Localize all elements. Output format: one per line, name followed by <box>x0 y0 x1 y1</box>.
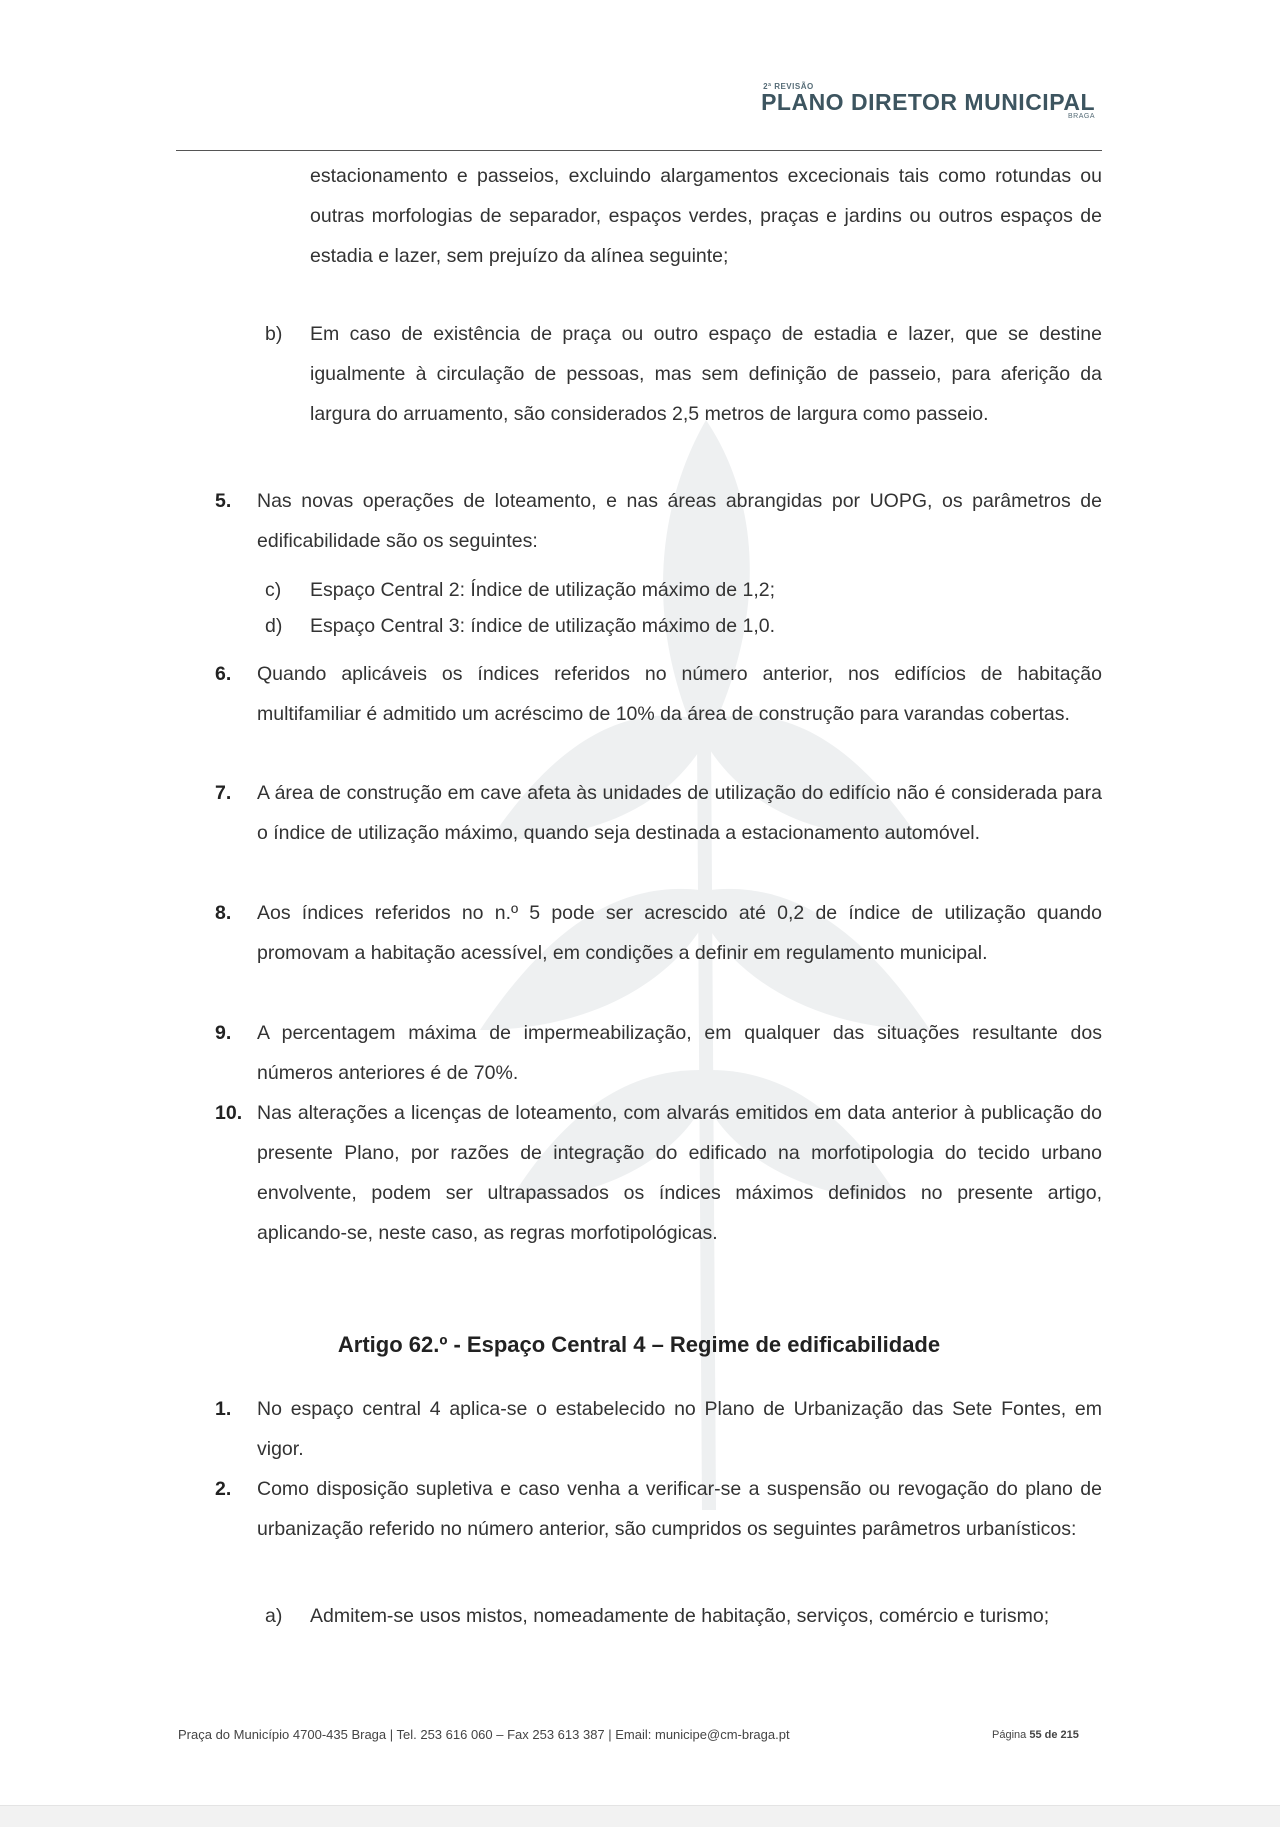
page-total: 215 <box>1060 1729 1079 1741</box>
item-text: Nas alterações a licenças de loteamento, com alvarás emitidos em data anterior à publicação do presente Plano, por razões de integração do edificado na morfotipologia do tecido urbano envolvente, podem ser ultrapassados os índices máximos definidos no presente artigo, aplicando-se, neste caso, as regras morfotipológicas. <box>257 1102 1102 1244</box>
page-label: Página <box>992 1729 1027 1741</box>
alinea-mark: d) <box>265 615 283 637</box>
alinea-text: Admitem-se usos mistos, nomeadamente de habitação, serviços, comércio e turismo; <box>310 1605 1050 1627</box>
alinea-text: Em caso de existência de praça ou outro espaço de estadia e lazer, que se destine igualmente à circulação de pessoas, mas sem definição de passeio, para aferição da largura do arruamento, são considerados 2,5 metros de largura como passeio. <box>310 323 1102 425</box>
article-item-2 <box>215 1469 1102 1549</box>
alinea-a <box>265 1596 1102 1636</box>
logo-title: PLANO DIRETOR MUNICIPAL <box>761 89 1095 115</box>
page-separator: de <box>1044 1729 1058 1741</box>
alinea-d <box>265 606 1102 646</box>
footer-page-number <box>992 1729 1079 1741</box>
item-number: 1. <box>215 1398 232 1420</box>
header-divider <box>176 150 1102 151</box>
item-number: 10. <box>215 1102 243 1124</box>
numbered-item-8 <box>215 893 1102 973</box>
item-number: 2. <box>215 1478 232 1500</box>
numbered-item-7 <box>215 773 1102 853</box>
article-heading: Artigo 62.º - Espaço Central 4 – Regime de edificabilidade <box>337 1332 941 1357</box>
alinea-text: Espaço Central 3: índice de utilização máximo de 1,0. <box>310 615 776 637</box>
item-number: 8. <box>215 902 232 924</box>
item-text: No espaço central 4 aplica-se o estabelecido no Plano de Urbanização das Sete Fontes, em vigor. <box>257 1398 1102 1460</box>
page-current: 55 <box>1029 1729 1042 1741</box>
item-text: A percentagem máxima de impermeabilização, em qualquer das situações resultante dos números anteriores é de 70%. <box>257 1022 1102 1084</box>
item-text: Como disposição supletiva e caso venha a verificar-se a suspensão ou revogação do plano de urbanização referido no número anterior, são cumpridos os seguintes parâmetros urbanísticos: <box>257 1478 1102 1540</box>
item-number: 6. <box>215 663 232 685</box>
numbered-item-10 <box>215 1093 1102 1253</box>
logo-city: BRAGA <box>1067 113 1095 120</box>
alinea-b <box>265 314 1102 434</box>
item-number: 9. <box>215 1022 232 1044</box>
numbered-item-6 <box>215 654 1102 734</box>
continuation-paragraph: estacionamento e passeios, excluindo alargamentos excecionais tais como rotundas ou outras morfologias de separador, espaços verdes, praças e jardins ou outros espaços de estadia e lazer, sem prejuízo da alínea seguinte; <box>310 165 1102 267</box>
alinea-c <box>265 570 1102 610</box>
logo-revision-text: 2ª REVISÃO <box>763 82 814 91</box>
header-logo <box>761 82 1095 120</box>
article-item-1 <box>215 1389 1102 1469</box>
item-text: Nas novas operações de loteamento, e nas áreas abrangidas por UOPG, os parâmetros de edificabilidade são os seguintes: <box>257 490 1102 552</box>
alinea-mark: a) <box>265 1605 283 1627</box>
item-text: Aos índices referidos no n.º 5 pode ser acrescido até 0,2 de índice de utilização quando promovam a habitação acessível, em condições a definir em regulamento municipal. <box>257 902 1102 964</box>
alinea-text: Espaço Central 2: Índice de utilização máximo de 1,2; <box>310 579 776 601</box>
footer-address: Praça do Município 4700-435 Braga | Tel. 253 616 060 – Fax 253 613 387 | Email: municipe@cm-braga.pt <box>178 1727 790 1742</box>
numbered-item-9 <box>215 1013 1102 1093</box>
item-text: A área de construção em cave afeta às unidades de utilização do edifício não é considerada para o índice de utilização máximo, quando seja destinada a estacionamento automóvel. <box>257 782 1102 844</box>
alinea-mark: b) <box>265 323 283 345</box>
alinea-mark: c) <box>265 579 282 601</box>
numbered-item-5 <box>215 481 1102 561</box>
item-text: Quando aplicáveis os índices referidos no número anterior, nos edifícios de habitação multifamiliar é admitido um acréscimo de 10% da área de construção para varandas cobertas. <box>257 663 1102 725</box>
item-number: 7. <box>215 782 232 804</box>
viewer-bottom-strip <box>0 1805 1280 1827</box>
item-number: 5. <box>215 490 232 512</box>
